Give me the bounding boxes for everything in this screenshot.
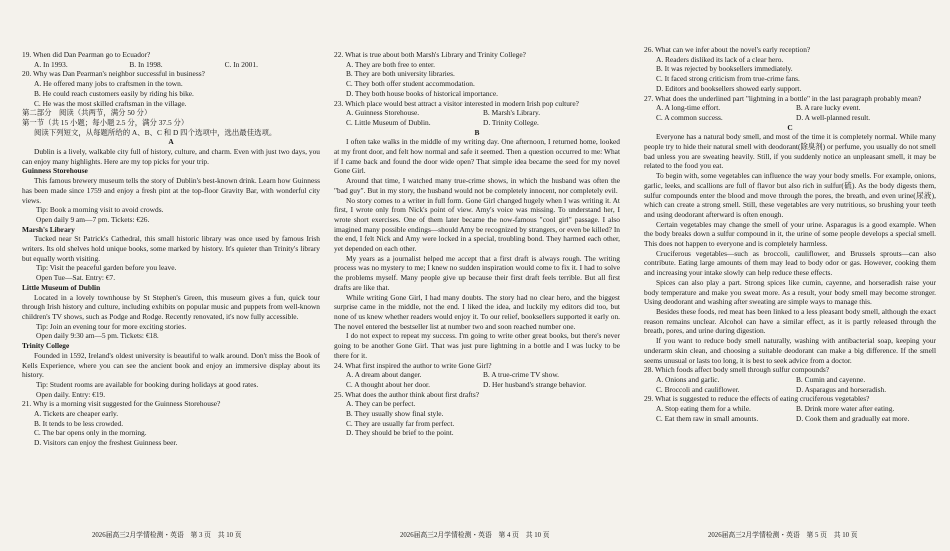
question-29: 29. What is suggested to reduce the effects of eating cruciferous vegetables? <box>644 394 870 404</box>
q29-option-b[interactable]: B. Drink more water after eating. <box>796 404 895 414</box>
guinness-hours: Open daily 9 am—7 pm. Tickets: €26. <box>36 214 150 224</box>
q28-options-row2 <box>644 385 936 395</box>
museum-text: Located in a lovely townhouse by St Stephen's Green, this museum gives a fun, quick tour through Irish history and culture, including exhibits on popular music and puppets from well-known children's TV shows, such as Podge and Rodge. Recently renovated, it's now fully accessible. <box>22 292 320 321</box>
q20-option-b[interactable]: B. He could reach customers easily by riding his bike. <box>34 88 194 98</box>
q19-option-a[interactable]: A. In 1993. <box>34 59 68 69</box>
trinity-hours: Open daily. Entry: €19. <box>36 389 106 399</box>
question-27: 27. What does the underlined part "lightning in a bottle" in the last paragraph probably mean? <box>644 93 922 103</box>
page-4-footer: 2026届高三2月学情检测・英语 第 4 页 共 10 页 <box>400 532 550 539</box>
q24-option-c[interactable]: C. A thought about her door. <box>346 379 430 389</box>
museum-hours: Open daily 9:30 am—5 pm. Tickets: €18. <box>36 331 159 341</box>
passage-c-label: C <box>787 122 793 132</box>
q23-options-row1 <box>334 108 620 118</box>
q21-option-b[interactable]: B. It tends to be less crowded. <box>34 418 124 428</box>
q29-option-d[interactable]: D. Cook them and gradually eat more. <box>796 413 910 423</box>
q20-option-c[interactable]: C. He was the most skilled craftsman in the village. <box>34 98 187 108</box>
passage-b-para-5: While writing Gone Girl, I had many doubts. The story had no clear hero, and the biggest surprise came in the middle, not the end. I liked the idea, and luckily my editors did too, but none of us knew whether readers would enjoy it. To our relief, booksellers supported it early on. The novel entered the bestseller list at number two and soon reached number one. <box>334 292 620 331</box>
q28-options-row1 <box>644 375 936 385</box>
passage-b-para-3: No story comes to a writer in full form. Gone Girl changed hugely when I was writing it. At first, I wrote only from Nick's point of view. Amy's voice was missing. To understand her, I wrote short exercises. One of them later became the now-famous "cool girl" passage. I also imagined many possible endings—should Amy be recognized by strangers, or even be killed? In the end, I felt Nick and Amy were locked in a special, troubling bond. They harmed each other, yet depended on each other. <box>334 195 620 254</box>
q27-option-b[interactable]: B. A rare lucky event. <box>796 103 861 113</box>
q28-option-c[interactable]: C. Broccoli and cauliflower. <box>656 384 740 394</box>
q29-options-row2 <box>644 414 936 424</box>
q27-options-row1 <box>644 103 936 113</box>
q24-options-row1 <box>334 370 620 380</box>
q22-option-a[interactable]: A. They are both free to enter. <box>346 59 435 69</box>
trinity-text: Founded in 1592, Ireland's oldest university is beautiful to walk around. Don't miss the Book of Kells Experience, where you can see the ancient book and enjoy an immersive display about its history. <box>22 350 320 380</box>
q24-option-d[interactable]: D. Her husband's strange behavior. <box>483 379 587 389</box>
trinity-heading: Trinity College <box>22 341 70 351</box>
q26-option-b[interactable]: B. It was rejected by booksellers immediately. <box>656 64 793 74</box>
museum-tip: Tip: Join an evening tour for more exciting stories. <box>36 321 187 331</box>
q24-option-b[interactable]: B. A true-crime TV show. <box>483 370 560 380</box>
q27-options-row2 <box>644 113 936 123</box>
question-24: 24. What first inspired the author to write Gone Girl? <box>334 360 492 370</box>
question-22: 22. What is true about both Marsh's Library and Trinity College? <box>334 50 526 59</box>
q27-option-c[interactable]: C. A common success. <box>656 112 723 122</box>
q28-option-b[interactable]: B. Cumin and cayenne. <box>796 374 866 384</box>
page-3-footer: 2026届高三2月学情检测・英语 第 3 页 共 10 页 <box>92 532 242 539</box>
q27-option-a[interactable]: A. A long-time effort. <box>656 103 721 113</box>
q23-option-a[interactable]: A. Guinness Storehouse. <box>346 108 420 118</box>
passage-b-para-4: My years as a journalist helped me accept that a first draft is always rough. The writing process was no mystery to me; I knew no sudden inspiration would come to fix it. I had to solve the problems myself. Many people give up because their first draft feels terrible. But all first drafts are like that. <box>334 253 620 292</box>
marsh-tip: Tip: Visit the peaceful garden before you leave. <box>36 263 177 273</box>
page-5-footer: 2026届高三2月学情检测・英语 第 5 页 共 10 页 <box>708 532 858 539</box>
q21-option-d[interactable]: D. Visitors can enjoy the freshest Guinness beer. <box>34 438 178 448</box>
q23-option-d[interactable]: D. Trinity College. <box>483 117 539 127</box>
q19-option-c[interactable]: C. In 2001. <box>224 59 258 69</box>
q26-option-c[interactable]: C. It faced strong criticism from true-crime fans. <box>656 74 800 84</box>
passage-c-para-2: To begin with, some vegetables can influence the way your body smells. For example, onions, garlic, leeks, and scallions are full of flavor but also rich in sulfur(硫). As the body digests them, sulfur compounds enter the blood and move through the pores, the breath, and even urine(尿液), which can create a strong smell. Still, these vegetables are very nutritious, so brushing your teeth and using deodorant afterward is often enough. <box>644 171 936 219</box>
reading-instructions: 阅读下列短文，从每题所给的 A、B、C 和 D 四个选项中，选出最佳选项。 <box>34 127 277 137</box>
marsh-hours: Open Tue—Sat. Entry: €7. <box>36 273 116 283</box>
passage-a-label: A <box>168 137 174 147</box>
q19-options <box>22 60 320 70</box>
part-2-heading: 第二部分 阅读（共两节，满分 50 分） <box>22 108 152 118</box>
q22-option-b[interactable]: B. They are both university libraries. <box>346 69 455 79</box>
page-5-column <box>644 45 936 423</box>
q27-option-d[interactable]: D. A well-planned result. <box>796 112 871 122</box>
passage-c-para-5: Spices can also play a part. Strong spices like cumin, cayenne, and horseradish raise your body temperature and make you sweat more. As a result, your body smell may become stronger. Using deodorant and washing after sweating are simple ways to manage this. <box>644 277 936 307</box>
passage-c-para-4: Cruciferous vegetables—such as broccoli, cauliflower, and Brussels sprouts—can also contribute. Eating large amounts of them may lead to body odor or gas. However, cooking them and increasing your intake slowly can help reduce these effects. <box>644 248 936 278</box>
guinness-heading: Guinness Storehouse <box>22 166 88 176</box>
passage-b-para-2: Around that time, I watched many true-crime shows, in which the husband was often the "bad guy". But in my story, the husband would not be completely innocent, nor completely evil. <box>334 176 620 195</box>
page-4-column <box>334 50 620 438</box>
question-25: 25. What does the author think about first drafts? <box>334 389 479 399</box>
q25-option-a[interactable]: A. They can be perfect. <box>346 399 416 409</box>
q25-option-b[interactable]: B. They usually show final style. <box>346 409 444 419</box>
marsh-heading: Marsh's Library <box>22 224 75 234</box>
trinity-tip: Tip: Student rooms are available for booking during holidays at good rates. <box>36 379 259 389</box>
q23-option-b[interactable]: B. Marsh's Library. <box>483 108 541 118</box>
q29-options-row1 <box>644 404 936 414</box>
page-3-column <box>22 50 320 448</box>
q22-option-d[interactable]: D. They both house books of historical importance. <box>346 88 498 98</box>
passage-c-para-1: Everyone has a natural body smell, and most of the time it is completely normal. While many people try to hide their natural smell with deodorant(除臭剂) or perfume, you usually do not smell bad unless you are sweating heavily. Still, if you suddenly notice an unpleasant smell, it may be related to the food you eat. <box>644 132 936 171</box>
q26-option-a[interactable]: A. Readers disliked its lack of a clear hero. <box>656 54 784 64</box>
q24-options-row2 <box>334 380 620 390</box>
passage-c-para-3: Certain vegetables may change the smell of your urine. Asparagus is a good example. When the body breaks down a sulfur compound in it, the urine of some people develops a special smell. This does not happen to everyone and is completely harmless. <box>644 219 936 249</box>
q25-option-c[interactable]: C. They are usually far from perfect. <box>346 418 455 428</box>
question-26: 26. What can we infer about the novel's early reception? <box>644 45 811 54</box>
q23-option-c[interactable]: C. Little Museum of Dublin. <box>346 117 431 127</box>
q24-option-a[interactable]: A. A dream about danger. <box>346 370 422 380</box>
q29-option-a[interactable]: A. Stop eating them for a while. <box>656 404 751 414</box>
q21-option-a[interactable]: A. Tickets are cheaper early. <box>34 409 119 419</box>
question-21: 21. Why is a morning visit suggested for the Guinness Storehouse? <box>22 399 221 409</box>
marsh-text: Tucked near St Patrick's Cathedral, this small historic library was once used by famous Irish writers. Its old shelves hold unique books, some marked by history. It's quieter than Trinity's library but equally worth visiting. <box>22 234 320 263</box>
q19-option-b[interactable]: B. In 1998. <box>129 59 163 69</box>
q28-option-d[interactable]: D. Asparagus and horseradish. <box>796 384 887 394</box>
passage-a-intro: Dublin is a lively, walkable city full of history, culture, and charm. Even with just two days, you can enjoy many highlights. Here are my top picks for your trip. <box>22 147 320 166</box>
question-28: 28. Which foods affect body smell through sulfur compounds? <box>644 365 830 375</box>
q22-option-c[interactable]: C. They both offer student accommodation. <box>346 79 475 89</box>
question-23: 23. Which place would best attract a visitor interested in modern Irish pop culture? <box>334 98 579 108</box>
passage-b-para-1: I often take walks in the middle of my writing day. One afternoon, I returned home, looked at my front door, and felt how normal and safe it seemed. Then a question occurred to me: What if I came back and found the door wide open? That simple idea became the seed for my novel Gone Girl. <box>334 137 620 176</box>
passage-b-para-6: I do not expect to repeat my success. I'm going to write other great books, but there's never going to be another Gone Girl. That was just pure lightning in a bottle and I was lucky to be there for it. <box>334 331 620 360</box>
passage-c-para-6: Besides these foods, red meat has been linked to a less pleasant body smell, although the exact reason remains unclear. Alcohol can have a similar effect, as it is partly released through the breath, pores, and urine during digestion. <box>644 306 936 336</box>
q23-options-row2 <box>334 118 620 128</box>
question-20: 20. Why was Dan Pearman's neighbor successful in business? <box>22 69 205 79</box>
q21-option-c[interactable]: C. The bar opens only in the morning. <box>34 428 147 438</box>
passage-b-label: B <box>474 127 480 137</box>
q26-option-d[interactable]: D. Editors and booksellers showed early support. <box>656 83 802 93</box>
guinness-tip: Tip: Book a morning visit to avoid crowds. <box>36 205 164 215</box>
question-19: 19. When did Dan Pearman go to Ecuador? <box>22 50 151 59</box>
q28-option-a[interactable]: A. Onions and garlic. <box>656 374 720 384</box>
section-1-heading: 第一节（共 15 小题；每小题 2.5 分，满分 37.5 分） <box>22 117 189 127</box>
guinness-text: This famous brewery museum tells the story of Dublin's best-known drink. Learn how Guinness has been made since 1759 and enjoy a fresh pint at the top-floor Gravity Bar, with wonderful city views. <box>22 176 320 205</box>
q20-option-a[interactable]: A. He offered many jobs to craftsmen in the town. <box>34 79 183 89</box>
q25-option-d[interactable]: D. They should be brief to the point. <box>346 428 454 438</box>
passage-c-para-7: If you want to reduce body smell naturally, washing with antibacterial soap, keeping your underarm skin clean, and choosing a suitable deodorant can make a big difference. If the smell seems unusual or lasts too long, it is best to seek advice from a doctor. <box>644 336 936 365</box>
q29-option-c[interactable]: C. Eat them raw in small amounts. <box>656 413 759 423</box>
museum-heading: Little Museum of Dublin <box>22 282 101 292</box>
